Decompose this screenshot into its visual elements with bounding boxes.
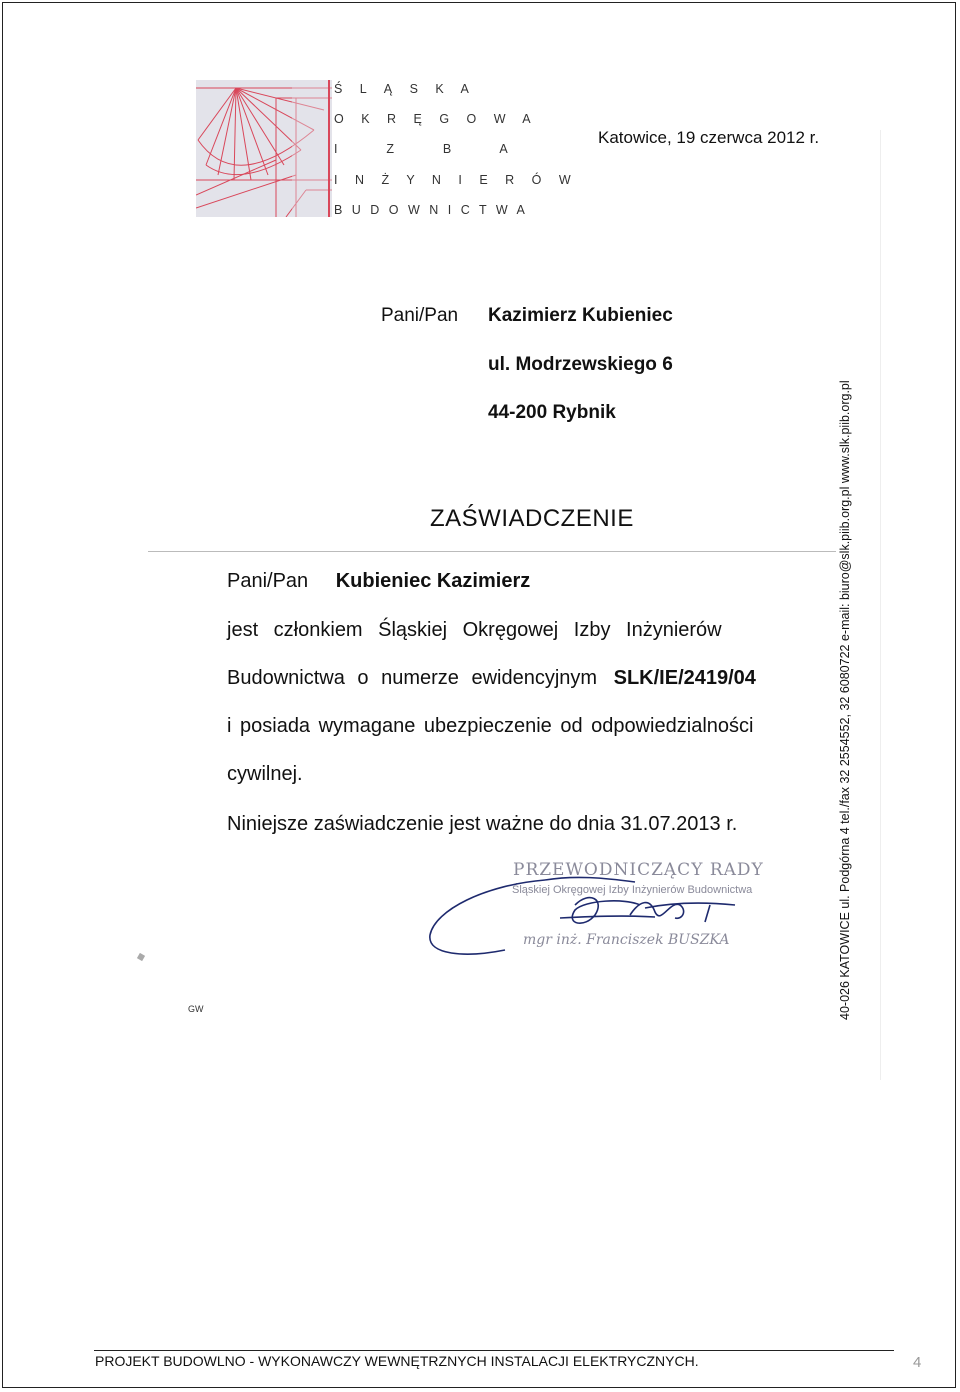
body-name-line <box>227 570 530 593</box>
stamp-signatory: mgr inż. Franciszek BUSZKA <box>523 932 730 948</box>
initials: GW <box>188 1004 204 1014</box>
document-heading: ZAŚWIADCZENIE <box>430 505 634 532</box>
membership-number: SLK/IE/2419/04 <box>613 667 756 689</box>
validity-statement: Niniejsze zaświadczenie jest ważne do dnia 31.07.2013 r. <box>227 813 738 835</box>
logo-text-line: B U D O W N I C T W A <box>334 203 528 217</box>
body-label: Pani/Pan <box>227 570 309 592</box>
body-line-4: cywilnej. <box>227 763 303 785</box>
side-contact-info: 40-026 KATOWICE ul. Podgórna 4 tel./fax 32 2554552, 32 6080722 e-mail: biuro@slk.piib.org.pl www.slk.piib.org.pl <box>838 380 852 1020</box>
logo-text-line: I N Ż Y N I E R Ó W <box>334 173 578 187</box>
stamp-subtitle: Śląskiej Okręgowej Izby Inżynierów Budownictwa <box>512 884 753 896</box>
body-line-2-text: Budownictwa o numerze ewidencyjnym <box>227 667 598 689</box>
margin-line <box>880 130 881 1080</box>
logo-text-line: I Z B A <box>334 142 515 156</box>
body-name: Kubieniec Kazimierz <box>335 570 531 592</box>
recipient-street: ul. Modrzewskiego 6 <box>488 354 673 375</box>
recipient-label: Pani/Pan <box>381 305 459 326</box>
divider <box>148 551 836 552</box>
recipient-city: 44-200 Rybnik <box>488 402 616 423</box>
letter-date: Katowice, 19 czerwca 2012 r. <box>598 128 820 147</box>
handwritten-signature <box>425 860 755 960</box>
stamp-title: PRZEWODNICZĄCY RADY <box>513 860 764 880</box>
body-line-3: i posiada wymagane ubezpieczenie od odpowiedzialności <box>227 715 754 737</box>
footer-rule <box>94 1350 894 1351</box>
footer-title: PROJEKT BUDOWLNO - WYKONAWCZY WEWNĘTRZNYCH INSTALACJI ELEKTRYCZNYCH. <box>95 1353 699 1369</box>
logo-text-line: Ś L Ą S K A <box>334 82 476 96</box>
recipient-name: Kazimierz Kubieniec <box>488 305 673 326</box>
chamber-logo-emblem <box>196 80 332 217</box>
logo-text-line: O K R Ę G O W A <box>334 112 538 126</box>
page-number: 4 <box>913 1354 922 1371</box>
body-line-1: jest członkiem Śląskiej Okręgowej Izby Inżynierów <box>227 619 722 641</box>
body-line-2 <box>227 667 756 690</box>
